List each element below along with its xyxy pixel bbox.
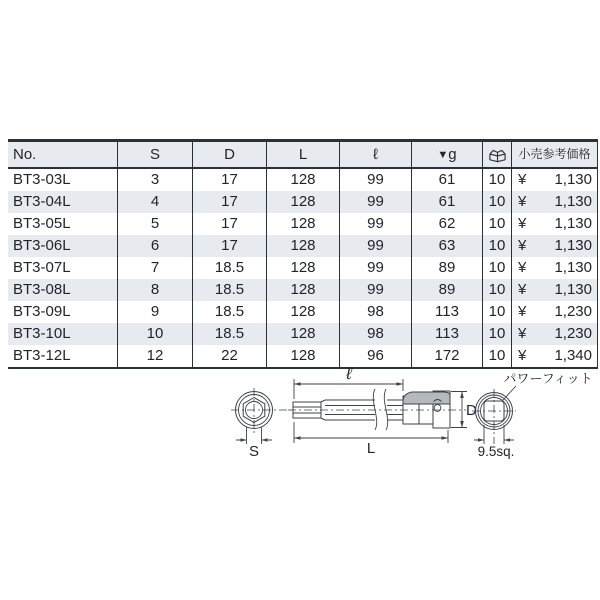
- yen-symbol: ¥: [518, 281, 527, 298]
- side-view: [288, 364, 477, 457]
- price-amount: 1,340: [554, 347, 592, 364]
- cell-ell: 99: [340, 191, 412, 213]
- hex-end-view: [231, 388, 291, 460]
- cell-l: 128: [267, 191, 340, 213]
- cell-d: 18.5: [193, 279, 267, 301]
- col-header-weight: ▼g: [412, 142, 483, 167]
- cell-weight: 89: [412, 257, 483, 279]
- col-header-ell: ℓ: [340, 142, 412, 167]
- cell-price: [512, 169, 598, 191]
- cell-qty: 10: [483, 279, 512, 301]
- cell-model-no: BT3-05L: [8, 213, 118, 235]
- cell-price: [512, 257, 598, 279]
- cell-qty: 10: [483, 191, 512, 213]
- cell-d: 18.5: [193, 257, 267, 279]
- cell-ell: 98: [340, 323, 412, 345]
- cell-s: 3: [118, 169, 193, 191]
- cell-qty: 10: [483, 213, 512, 235]
- packing-box-icon: [488, 147, 507, 163]
- cell-model-no: BT3-12L: [8, 345, 118, 367]
- table-row: [8, 323, 598, 345]
- price-amount: 1,130: [554, 281, 592, 298]
- yen-symbol: ¥: [518, 325, 527, 342]
- cell-model-no: BT3-08L: [8, 279, 118, 301]
- cell-weight: 113: [412, 323, 483, 345]
- square-drive-end-view: [472, 371, 593, 459]
- cell-s: 12: [118, 345, 193, 367]
- cell-d: 17: [193, 169, 267, 191]
- dim-label-d: D: [466, 402, 477, 419]
- yen-symbol: ¥: [518, 193, 527, 210]
- dim-label-ell: ℓ: [346, 364, 352, 383]
- price-amount: 1,130: [554, 193, 592, 210]
- cell-qty: 10: [483, 169, 512, 191]
- price-amount: 1,130: [554, 259, 592, 276]
- price-amount: 1,130: [554, 237, 592, 254]
- cell-ell: 99: [340, 257, 412, 279]
- cell-s: 9: [118, 301, 193, 323]
- cell-model-no: BT3-06L: [8, 235, 118, 257]
- cell-s: 5: [118, 213, 193, 235]
- cell-qty: 10: [483, 301, 512, 323]
- cell-l: 128: [267, 257, 340, 279]
- cell-l: 128: [267, 235, 340, 257]
- table-row: [8, 257, 598, 279]
- cell-model-no: BT3-10L: [8, 323, 118, 345]
- cell-qty: 10: [483, 235, 512, 257]
- dim-label-sq: 9.5sq.: [477, 444, 515, 459]
- dim-label-l: L: [366, 440, 376, 457]
- cell-ell: 98: [340, 301, 412, 323]
- cell-d: 22: [193, 345, 267, 367]
- cell-d: 18.5: [193, 301, 267, 323]
- col-header-no: No.: [8, 142, 118, 167]
- yen-symbol: ¥: [518, 215, 527, 232]
- table-body: [8, 169, 598, 367]
- cell-weight: 172: [412, 345, 483, 367]
- cell-model-no: BT3-09L: [8, 301, 118, 323]
- cell-l: 128: [267, 345, 340, 367]
- cell-d: 17: [193, 191, 267, 213]
- product-diagram: [180, 363, 600, 468]
- yen-symbol: ¥: [518, 171, 527, 188]
- cell-s: 6: [118, 235, 193, 257]
- cell-price: [512, 323, 598, 345]
- cell-price: [512, 235, 598, 257]
- col-header-price: 小売参考価格: [512, 142, 598, 167]
- cell-weight: 62: [412, 213, 483, 235]
- cell-qty: 10: [483, 345, 512, 367]
- cell-weight: 61: [412, 169, 483, 191]
- cell-l: 128: [267, 169, 340, 191]
- cell-l: 128: [267, 323, 340, 345]
- cell-model-no: BT3-04L: [8, 191, 118, 213]
- table-row: [8, 235, 598, 257]
- price-amount: 1,230: [554, 303, 592, 320]
- socket-flange-shading: [403, 392, 450, 404]
- col-header-packing: [483, 142, 512, 167]
- cell-s: 4: [118, 191, 193, 213]
- col-header-l: L: [267, 142, 340, 167]
- down-triangle-icon: ▼: [437, 149, 449, 161]
- price-amount: 1,230: [554, 325, 592, 342]
- cell-qty: 10: [483, 257, 512, 279]
- table-row: [8, 191, 598, 213]
- cell-ell: 96: [340, 345, 412, 367]
- cell-s: 8: [118, 279, 193, 301]
- cell-weight: 63: [412, 235, 483, 257]
- cell-price: [512, 191, 598, 213]
- table-row: [8, 169, 598, 191]
- cell-ell: 99: [340, 213, 412, 235]
- col-header-d: D: [193, 142, 267, 167]
- table-row: [8, 301, 598, 323]
- cell-weight: 89: [412, 279, 483, 301]
- cell-model-no: BT3-07L: [8, 257, 118, 279]
- cell-l: 128: [267, 213, 340, 235]
- cell-d: 18.5: [193, 323, 267, 345]
- cell-weight: 113: [412, 301, 483, 323]
- cell-d: 17: [193, 213, 267, 235]
- cell-l: 128: [267, 301, 340, 323]
- cell-qty: 10: [483, 323, 512, 345]
- table-row: [8, 213, 598, 235]
- cell-ell: 99: [340, 235, 412, 257]
- yen-symbol: ¥: [518, 347, 527, 364]
- table-header-row: [8, 142, 598, 169]
- yen-symbol: ¥: [518, 303, 527, 320]
- cell-ell: 99: [340, 169, 412, 191]
- cell-price: [512, 301, 598, 323]
- cell-l: 128: [267, 279, 340, 301]
- dim-label-s: S: [248, 443, 260, 460]
- yen-symbol: ¥: [518, 237, 527, 254]
- cell-s: 7: [118, 257, 193, 279]
- price-amount: 1,130: [554, 215, 592, 232]
- spec-table: [8, 139, 598, 369]
- col-header-s: S: [118, 142, 193, 167]
- cell-s: 10: [118, 323, 193, 345]
- yen-symbol: ¥: [518, 259, 527, 276]
- cell-price: [512, 213, 598, 235]
- price-amount: 1,130: [554, 171, 592, 188]
- powerfit-label: パワーフィット: [503, 371, 593, 386]
- cell-d: 17: [193, 235, 267, 257]
- cell-model-no: BT3-03L: [8, 169, 118, 191]
- table-row: [8, 279, 598, 301]
- cell-weight: 61: [412, 191, 483, 213]
- cell-price: [512, 279, 598, 301]
- cell-ell: 99: [340, 279, 412, 301]
